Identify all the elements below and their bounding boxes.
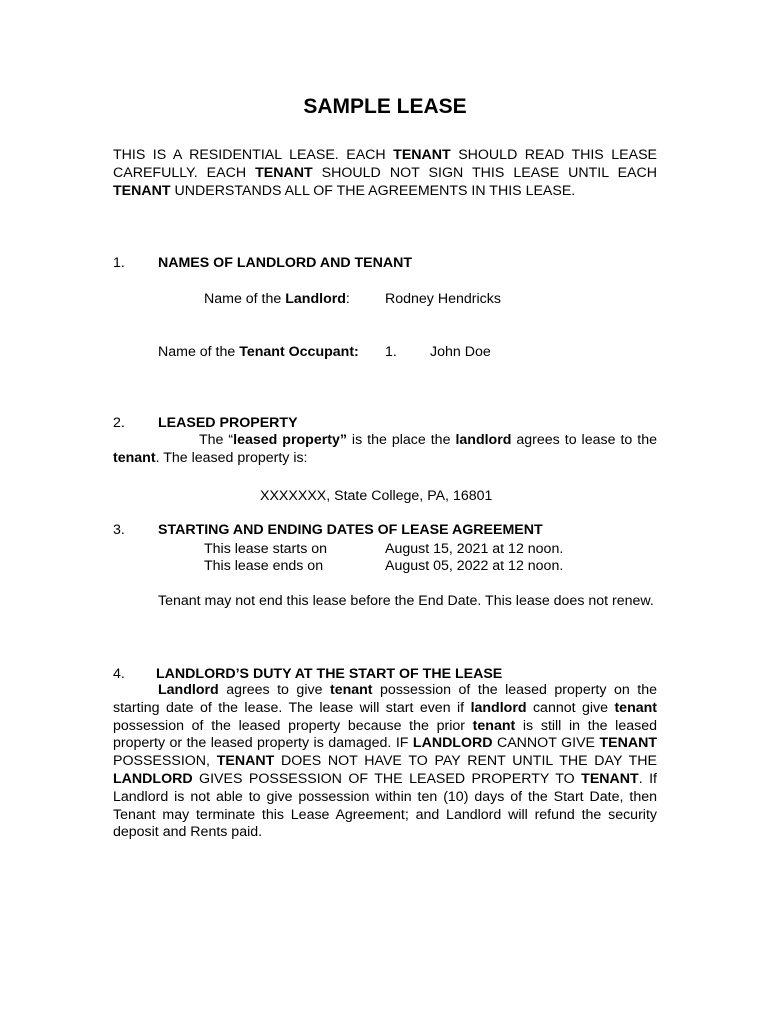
intro-text: UNDERSTANDS ALL OF THE AGREEMENTS IN THIS LEASE. [170, 182, 576, 199]
section-4-number: 4. [113, 666, 125, 682]
paragraph-bold-run: TENANT [599, 735, 658, 752]
intro-bold: TENANT [393, 147, 451, 163]
paragraph-text-run: . If Landlord is not able to give possession within ten (10) days of the Start Date, then Tenant may terminate this Lease Agreement; and Landlord will refund the security deposit and Rents paid. [113, 770, 657, 841]
paragraph-text-run: DOES NOT HAVE TO PAY RENT UNTIL THE DAY THE [274, 753, 657, 770]
landlord-duty-paragraph [113, 682, 657, 842]
intro-bold: TENANT [113, 182, 171, 199]
paragraph-text-run: possession of the leased property because the prior [113, 717, 473, 734]
paragraph-bold-run: tenant [614, 699, 658, 716]
paragraph-bold-run: LANDLORD [113, 770, 193, 787]
start-date-label: This lease starts on [204, 541, 328, 557]
tenant-label: Name of the Tenant Occupant: [158, 344, 359, 360]
paragraph-text-run: agrees to give [218, 682, 330, 698]
landlord-name: Rodney Hendricks [385, 291, 501, 307]
end-date-label: This lease ends on [204, 558, 324, 574]
leased-property-paragraph: The “leased property” is the place the landlord agrees to lease to the tenant. The leased property is: [113, 432, 657, 466]
start-date-value: August 15, 2021 at 12 noon. [385, 541, 564, 557]
paragraph-text-run: GIVES POSSESSION OF THE LEASED PROPERTY TO [192, 770, 582, 787]
intro-text: THIS IS A RESIDENTIAL LEASE. EACH [113, 147, 394, 163]
paragraph-bold-run: LANDLORD [412, 735, 493, 752]
end-date-value: August 05, 2022 at 12 noon. [385, 558, 564, 574]
tenant-name: John Doe [430, 344, 491, 360]
paragraph-bold-run: tenant [472, 717, 516, 734]
section-1-heading: NAMES OF LANDLORD AND TENANT [158, 255, 413, 271]
property-address: XXXXXXX, State College, PA, 16801 [260, 488, 493, 504]
lease-end-note: Tenant may not end this lease before the End Date. This lease does not renew. [158, 593, 654, 609]
paragraph-bold-run: landlord [470, 699, 527, 716]
section-2-heading: LEASED PROPERTY [158, 415, 298, 431]
paragraph-text-run: cannot give [526, 699, 615, 716]
intro-paragraph [113, 147, 657, 200]
paragraph-text-run: POSSESSION, [113, 753, 217, 770]
tenant-index: 1. [385, 344, 397, 360]
paragraph-bold-run: TENANT [581, 770, 639, 787]
paragraph-bold-run: Landlord [158, 682, 219, 698]
section-3-heading: STARTING AND ENDING DATES OF LEASE AGREEMENT [158, 522, 543, 538]
paragraph-bold-run: TENANT [216, 753, 275, 770]
paragraph-bold-run: tenant [329, 682, 373, 698]
section-3-number: 3. [113, 522, 125, 538]
landlord-label: Name of the Landlord: [204, 291, 350, 307]
section-4-heading: LANDLORD’S DUTY AT THE START OF THE LEASE [156, 666, 503, 682]
page-title: SAMPLE LEASE [303, 95, 467, 118]
paragraph-text-run: CANNOT GIVE [492, 735, 600, 752]
intro-text: SHOULD NOT SIGN THIS LEASE UNTIL EACH [312, 164, 658, 181]
intro-text: SHOULD READ THIS LEASE CAREFULLY. EACH [113, 147, 657, 181]
section-1-number: 1. [113, 255, 125, 271]
paragraph-text-run: possession of the leased property on the starting date of the lease. The lease will start even if [113, 682, 657, 716]
section-2-number: 2. [113, 415, 125, 431]
paragraph-text-run: is still in the leased property or the leased property is damaged. IF [113, 717, 657, 752]
intro-bold: TENANT [255, 164, 313, 181]
